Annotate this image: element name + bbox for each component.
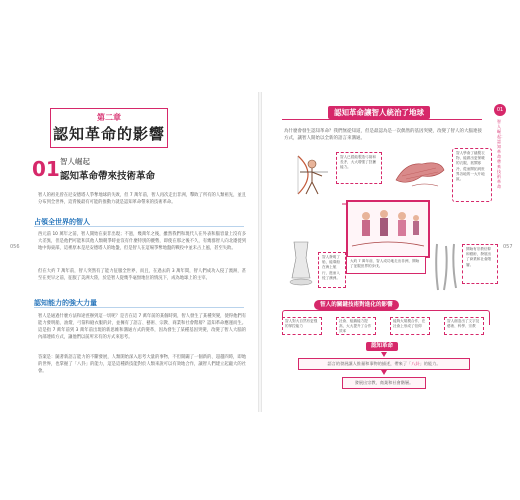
right-page bbox=[262, 92, 513, 412]
intro-text: 為什麼會發生認知革命？我們無從知道，但是最認為是一次偶然的基因突變，改變了智人的大腦連接方式，讓智人開始以全新的語言來溝通。 bbox=[284, 129, 482, 141]
subhead: 占領全世界的智人 bbox=[34, 218, 90, 226]
paragraph: 智人是通過什麼方法和途徑辦到這一切呢？是否在這 7 萬年前的某個時刻，智人發生了某種突變，使得他們有能力發明船、油燈、弓箭和縫衣服的針，並擁有了語言、藝術、宗教、商業和社會階層？認知革命應運而生。這是指 7 萬年前到 3 萬年前出現的新思維和溝通方式的變革，因為發生了某種基因突變，改變了智人大腦的內部連結方式，讓他們以前所未有的方式來思考。 bbox=[38, 314, 246, 340]
chapter-title: 認知革命的影響 bbox=[52, 125, 165, 143]
people-illustration bbox=[348, 202, 428, 256]
chapter-header bbox=[50, 108, 168, 148]
result-label: 認知革命 bbox=[366, 342, 398, 351]
paragraph: 答案是：隨著新語言能力的不斷發展，人類開始深入思考大量的事物，不但開闢了一個新的、超越四時，即地的世界，也掌握了「八卦」的能力，這是這種新技能對於人類來說可以有效地合作，讓智人們建立起龐大的社會。 bbox=[38, 355, 246, 374]
archer-illustration bbox=[288, 150, 336, 198]
effect-gossip-suffix: 」的能力。 bbox=[419, 361, 441, 366]
arrow-connectors bbox=[302, 200, 346, 240]
side-tab-number: 01 bbox=[494, 104, 506, 116]
paragraph: 西元前 10 萬年之前，智人開始在東非出現；不過，幾萬年之後，雖然我們和現代人在外表和腦容量上沒有多大差異，但是他們可能和其他人類競爭時並沒有什麼特別的優勢，即使在那之後不久，有幾群智人向北遷徙到地中海東部，這裡原本是尼安德塔人的地盤，但是智人在這場爭奪地盤的戰役中並未占上風，甚至失敗。 bbox=[38, 232, 246, 251]
effect-gossip bbox=[298, 358, 470, 370]
note-religion: 開始有宗教信仰和藝術，發展出了商業和社會階層。 bbox=[462, 244, 498, 284]
page-number: 057 bbox=[503, 244, 513, 250]
arrow-down-icon bbox=[381, 370, 387, 375]
page-title: 認知革命讓智人統治了地球 bbox=[328, 106, 430, 119]
note-clothing: 智人學會了縫製衣物，能做出更保暖的衣服，抵禦寒冷，從而開拓到世界各地的一大片地區。 bbox=[452, 148, 492, 202]
chapter-number: 第二章 bbox=[97, 113, 121, 122]
key-item: 智人對大自然有更強的掌控能力 bbox=[282, 317, 322, 335]
key-item: 社會、組織能力提高，大大提升了合作效率 bbox=[336, 317, 376, 335]
page-number: 056 bbox=[10, 244, 20, 250]
left-page bbox=[10, 92, 258, 412]
side-tab-text: 智人崛起：認知革命帶來技術革命 bbox=[497, 119, 505, 189]
fur-illustration bbox=[392, 152, 448, 192]
arrow-down-icon bbox=[381, 352, 387, 357]
section-title: 認知革命帶來技術革命 bbox=[60, 171, 156, 182]
subhead-rule bbox=[34, 226, 244, 227]
subhead: 認知能力的強大力量 bbox=[34, 299, 97, 307]
center-scene bbox=[346, 200, 430, 258]
section-number: 01 bbox=[32, 157, 60, 181]
paragraph: 但在大約 7 萬年前，智人突然有了能力征服全世界，而且，在過去的 3 萬年間，智人們成功入侵了澳洲，甚至在更早之前，征服了美洲大陸，於是智人從幾乎毫無地位的情況下，成為地球上的主宰。 bbox=[38, 269, 246, 281]
section-subtitle: 智人崛起 bbox=[60, 157, 90, 166]
title-rule bbox=[282, 119, 482, 120]
paragraph: 智人的祖先曾在尼安德塔人爭奪地球的失敗，但 7 萬年前，智人再次走出非洲，擊敗了所有的人類祖先，並且分布到全世界，這背後最有可能的推動力就是認知革命帶來的技術革命。 bbox=[38, 193, 246, 205]
key-item: 智人創造出了文字及藝術、科學、宗教 bbox=[444, 317, 484, 335]
effect-society: 發展出宗教、商業和社會階層。 bbox=[342, 377, 426, 389]
effect-gossip-highlight: 八卦 bbox=[411, 361, 420, 366]
subhead-rule bbox=[34, 307, 244, 308]
side-tab bbox=[494, 104, 506, 189]
keys-header: 智人的關鍵技術對進化的影響 bbox=[314, 300, 399, 310]
note-weapons: 智人已經能製造弓箭和長矛，大大增強了狩獵能力。 bbox=[336, 152, 382, 184]
note-boats: 智人發明了船，能乘船在海上航行，進而入侵了澳洲。 bbox=[318, 252, 346, 288]
effect-gossip-prefix: 語言的發展讓人推量和事物的描述，帶來了「 bbox=[327, 361, 412, 366]
tool-illustration bbox=[286, 238, 316, 290]
note-center: 大約 7 萬年前，智人成功地走出非洲，開始了征服世界的步伐。 bbox=[346, 256, 426, 274]
needles-illustration bbox=[432, 240, 462, 294]
key-item: 能夠大規模合作，在社會上形成了信仰 bbox=[390, 317, 430, 335]
